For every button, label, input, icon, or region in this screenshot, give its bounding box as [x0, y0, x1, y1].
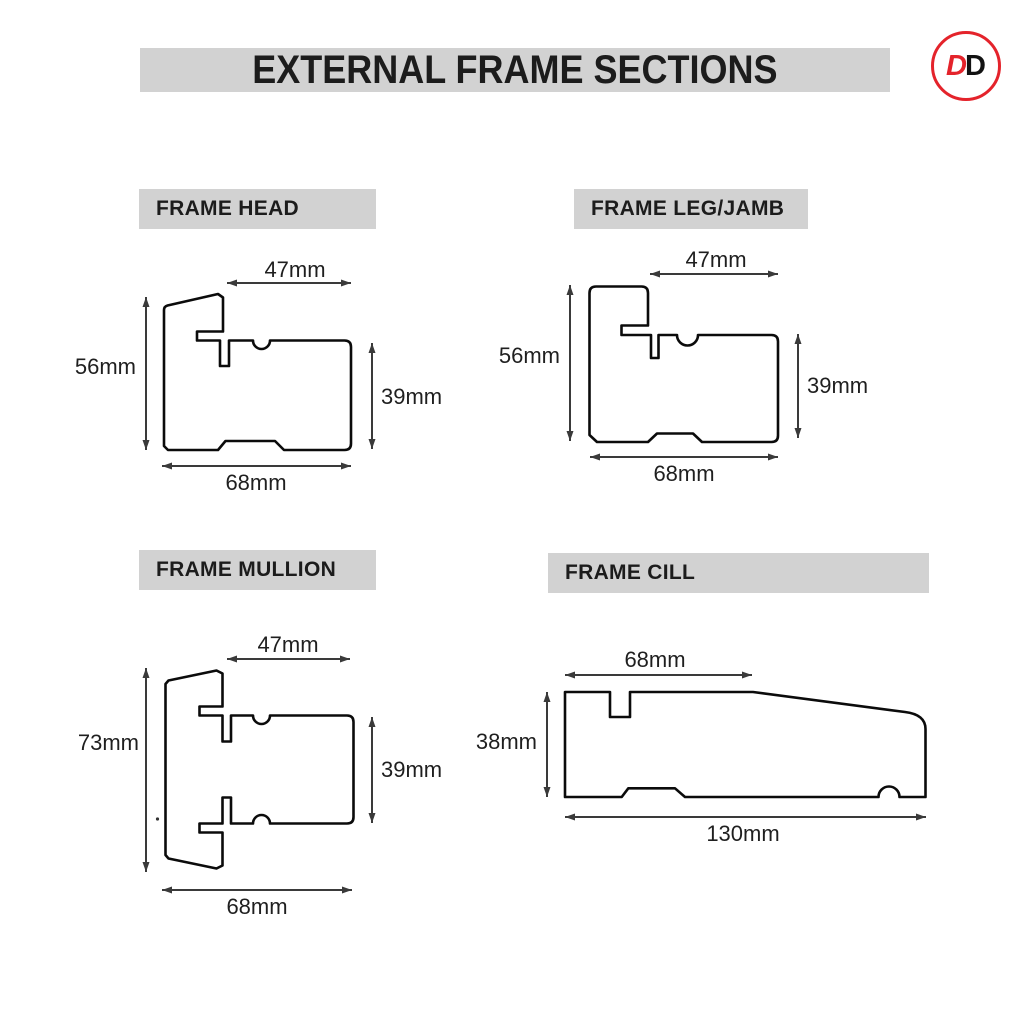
dim-value: 39mm — [807, 373, 869, 398]
arrowhead-right-icon — [768, 271, 778, 278]
dimension-top-68mm — [565, 647, 752, 679]
dimension-bottom-68mm — [162, 887, 352, 920]
dimension-right-39mm — [369, 717, 443, 823]
arrowhead-up-icon — [567, 285, 574, 295]
frame-cill-profile — [565, 692, 926, 797]
dim-value: 39mm — [381, 384, 443, 409]
dim-value: 73mm — [77, 730, 139, 755]
dim-value: 47mm — [257, 632, 319, 657]
dimension-top-47mm — [227, 257, 351, 287]
arrowhead-left-icon — [162, 887, 172, 894]
stray-dot — [156, 817, 159, 820]
dim-value: 68mm — [226, 894, 288, 919]
logo-letter-2: D — [965, 49, 986, 82]
arrowhead-down-icon — [795, 428, 802, 438]
logo-letter-1: D — [946, 49, 966, 82]
dimension-left-38mm — [476, 692, 551, 797]
arrowhead-up-icon — [795, 334, 802, 344]
arrowhead-down-icon — [544, 787, 551, 797]
arrowhead-down-icon — [369, 813, 376, 823]
dim-value: 56mm — [74, 354, 136, 379]
page-title: EXTERNAL FRAME SECTIONS — [252, 47, 778, 92]
frame-head-drawing — [75, 257, 442, 495]
arrowhead-up-icon — [369, 717, 376, 727]
dim-value: 68mm — [624, 647, 686, 672]
arrowhead-down-icon — [369, 439, 376, 449]
arrowhead-up-icon — [369, 343, 376, 353]
frame-leg-jamb-profile — [590, 287, 779, 443]
arrowhead-right-icon — [341, 280, 351, 287]
arrowhead-down-icon — [143, 862, 150, 872]
dimension-left-56mm — [75, 297, 150, 450]
dimension-bottom-68mm — [590, 454, 778, 487]
section-label-text: FRAME MULLION — [156, 558, 337, 581]
arrowhead-right-icon — [342, 887, 352, 894]
arrowhead-up-icon — [143, 668, 150, 678]
dim-value: 68mm — [225, 470, 287, 495]
arrowhead-right-icon — [742, 672, 752, 679]
dimension-top-47mm — [227, 632, 350, 663]
frame-leg-jamb-drawing — [499, 247, 868, 486]
dimension-right-39mm — [369, 343, 443, 449]
dimension-left-56mm — [499, 285, 574, 441]
arrowhead-up-icon — [143, 297, 150, 307]
frame-head-profile — [164, 294, 351, 450]
arrowhead-left-icon — [650, 271, 660, 278]
arrowhead-left-icon — [590, 454, 600, 461]
arrowhead-left-icon — [227, 656, 237, 663]
arrowhead-left-icon — [565, 672, 575, 679]
dimension-right-39mm — [795, 334, 869, 438]
dimension-top-47mm — [650, 247, 778, 278]
dim-value: 68mm — [653, 461, 715, 486]
dim-value: 56mm — [498, 343, 560, 368]
arrowhead-up-icon — [544, 692, 551, 702]
dimension-bottom-130mm — [565, 814, 926, 847]
section-label-text: FRAME HEAD — [156, 197, 299, 220]
frame-cill-drawing — [476, 647, 926, 846]
dim-value: 130mm — [706, 821, 780, 846]
arrowhead-down-icon — [143, 440, 150, 450]
frame-mullion-profile — [166, 671, 354, 869]
arrowhead-left-icon — [565, 814, 575, 821]
arrowhead-right-icon — [768, 454, 778, 461]
arrowhead-right-icon — [340, 656, 350, 663]
arrowhead-left-icon — [227, 280, 237, 287]
arrowhead-right-icon — [916, 814, 926, 821]
section-label-text: FRAME LEG/JAMB — [591, 197, 785, 220]
dim-value: 38mm — [475, 729, 537, 754]
dimension-left-73mm — [78, 668, 150, 872]
arrowhead-right-icon — [341, 463, 351, 470]
section-label-text: FRAME CILL — [565, 561, 696, 584]
frame-mullion-drawing — [78, 632, 442, 919]
dimension-bottom-68mm — [162, 463, 351, 496]
dim-value: 47mm — [264, 257, 326, 282]
dim-value: 39mm — [381, 757, 443, 782]
arrowhead-down-icon — [567, 431, 574, 441]
dim-value: 47mm — [685, 247, 747, 272]
arrowhead-left-icon — [162, 463, 172, 470]
